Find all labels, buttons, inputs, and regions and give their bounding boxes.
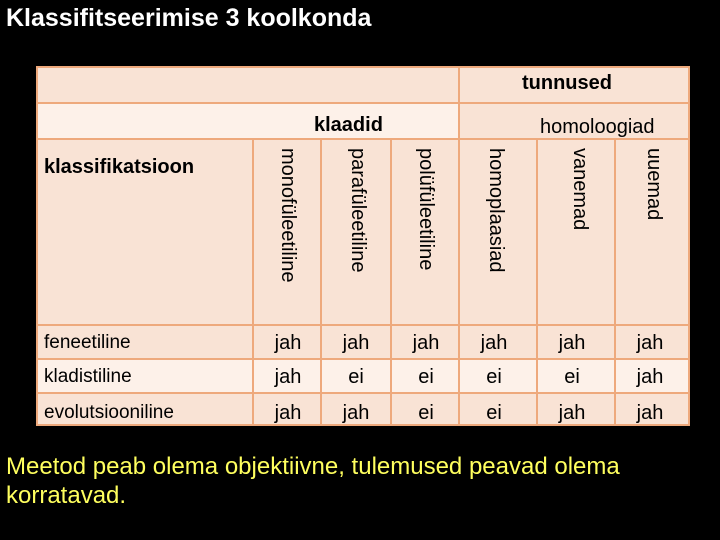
column-header-vanemad: vanemad [569,148,591,231]
column-header-homoplaasiad: homoplaasiad [485,148,507,273]
cell-value: jah [558,402,586,424]
header-homoloogiad: homoloogiad [540,116,655,138]
cell-value: ei [564,366,580,388]
cell-value: ei [486,366,502,388]
grid-line [688,66,690,426]
header-klaadid: klaadid [314,114,383,136]
row-label-evolutsiooniline: evolutsiooniline [44,402,174,423]
cell-value: jah [274,366,302,388]
cell-value: jah [342,402,370,424]
row-label-feneetiline: feneetiline [44,332,131,353]
cell-value: jah [636,402,664,424]
cell-value: ei [486,402,502,424]
grid-line [252,138,254,426]
column-header-parafuleetiline: parafüleetiline [347,148,369,273]
grid-line [36,358,690,360]
grid-line [36,392,690,394]
grid-line [536,138,538,426]
grid-line [36,66,38,426]
grid-line [36,324,690,326]
cell-value: jah [342,332,370,354]
cell-value: jah [274,332,302,354]
classification-table [36,66,690,426]
slide-title: Klassifitseerimise 3 koolkonda [6,4,372,32]
header-klassifikatsioon: klassifikatsioon [44,156,195,178]
cell-value: jah [636,366,664,388]
grid-line [320,138,322,426]
cell-value: jah [480,332,508,354]
column-header-monofuleetiline: monofüleetiline [277,148,299,283]
footer-note: Meetod peab olema objektiivne, tulemused peavad olema korratavad. [6,453,620,509]
cell-value: jah [412,332,440,354]
grid-line [36,138,690,140]
blank-header-cell [36,102,458,138]
cell-value: ei [418,402,434,424]
grid-line [36,102,690,104]
grid-line [36,424,690,426]
header-tunnused: tunnused [522,72,612,94]
cell-value: ei [348,366,364,388]
column-header-polufuleetiline: polüfüleetiline [415,148,437,271]
row-label-kladistiline: kladistiline [44,366,132,387]
cell-value: jah [558,332,586,354]
cell-value: jah [274,402,302,424]
column-header-uuemad: uuemad [643,148,665,221]
grid-line [614,138,616,426]
blank-header-cell [36,66,458,102]
grid-line [390,138,392,426]
grid-line [36,66,690,68]
grid-line [458,102,460,426]
cell-value: ei [418,366,434,388]
cell-value: jah [636,332,664,354]
